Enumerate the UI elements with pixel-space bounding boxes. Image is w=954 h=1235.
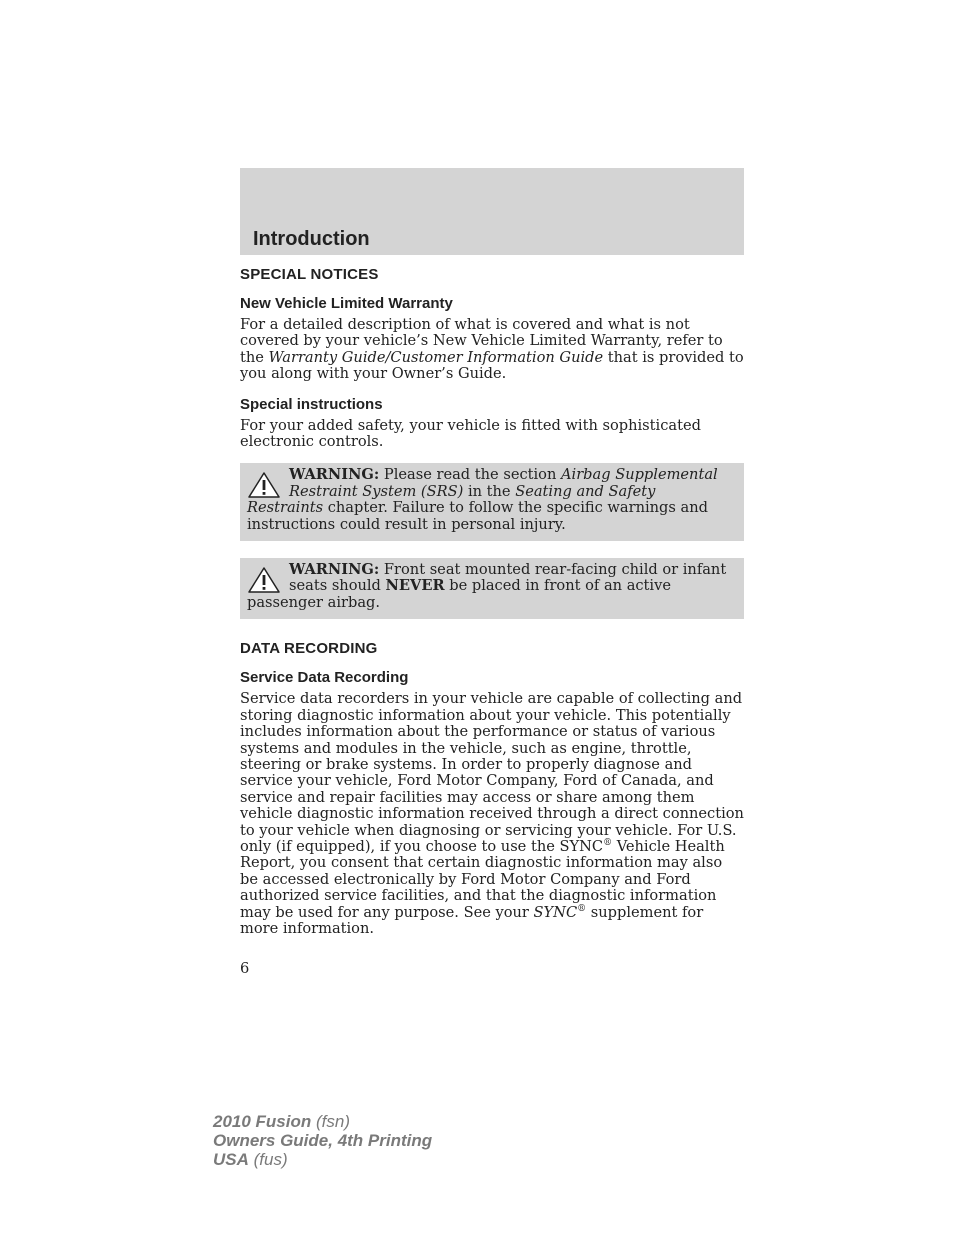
document-footer <box>213 1112 432 1169</box>
registered-mark: ® <box>603 838 613 849</box>
warning-2-text-1: Front seat mounted rear-facing child or infant seats should <box>289 561 727 595</box>
warning-1-text-1: Please read the section <box>379 466 561 484</box>
service-text-1: Service data recorders in your vehicle are capable of collecting and storing diagnostic information about your vehicle. This potentially includes information about the performance or status of various systems and modules in the vehicle, such as engine, throttle, steering or brake systems. In order to properly diagnose and service your vehicle, Ford Motor Company, Ford of Canada, and service and repair facilities may access or share among them vehicle diagnostic information received through a direct connection to your vehicle when diagnosing or servicing your vehicle. For U.S. only (if equipped), if you choose to use the SYNC <box>240 690 744 855</box>
warning-2-never: NEVER <box>385 577 445 595</box>
chapter-title: Introduction <box>253 228 370 250</box>
warning-label: WARNING: <box>289 466 380 484</box>
page-number: 6 <box>240 960 250 977</box>
warning-1-text-2: in the <box>463 482 516 500</box>
section-heading-special-notices: SPECIAL NOTICES <box>240 266 379 283</box>
subheading-service-data-recording: Service Data Recording <box>240 669 409 687</box>
warning-triangle-icon <box>247 566 281 594</box>
sync-italic: SYNC <box>533 903 578 921</box>
subheading-special-instructions: Special instructions <box>240 395 383 413</box>
chapter-header <box>240 168 744 255</box>
warning-box-airbag-srs <box>240 463 744 541</box>
warranty-text-2: that is provided to you along with your Owner’s Guide. <box>240 348 744 383</box>
registered-mark: ® <box>577 903 587 914</box>
section-heading-data-recording: DATA RECORDING <box>240 640 378 658</box>
service-data-paragraph <box>240 691 744 937</box>
footer-market: USA <box>213 1150 249 1169</box>
warranty-guide-title: Warranty Guide/Customer Information Guide <box>268 348 604 366</box>
service-text-3: supplement for more information. <box>240 903 704 937</box>
instructions-paragraph: For your added safety, your vehicle is fitted with sophisticated electronic controls. <box>240 416 701 451</box>
footer-model-code: (fsn) <box>311 1112 350 1131</box>
warning-triangle-icon <box>247 471 281 499</box>
footer-market-code: (fus) <box>248 1150 288 1169</box>
footer-guide-edition: Owners Guide, 4th Printing <box>213 1131 433 1150</box>
warranty-text-1: For a detailed description of what is covered and what is not covered by your vehicle’s New Vehicle Limited Warranty, refer to the <box>240 316 723 366</box>
footer-model: 2010 Fusion <box>213 1112 312 1131</box>
service-text-2: Vehicle Health Report, you consent that certain diagnostic information may also be accessed electronically by Ford Motor Company and Ford authorized service facilities, and that the diagnostic information may be used for any purpose. See your <box>240 837 725 921</box>
subheading-warranty: New Vehicle Limited Warranty <box>240 295 453 312</box>
warning-1-text-3: chapter. Failure to follow the specific warnings and instructions could result in personal injury. <box>247 499 708 533</box>
warning-label: WARNING: <box>289 561 380 579</box>
warranty-paragraph <box>240 317 744 383</box>
warning-box-child-seat <box>240 558 744 619</box>
warning-1-italic-2: Seating and Safety Restraints <box>247 482 656 517</box>
warning-2-text-2: be placed in front of an active passenger airbag. <box>247 577 671 611</box>
warning-1-italic-1: Airbag Supplemental Restraint System (SRS) <box>289 466 718 500</box>
page-content <box>240 266 744 950</box>
